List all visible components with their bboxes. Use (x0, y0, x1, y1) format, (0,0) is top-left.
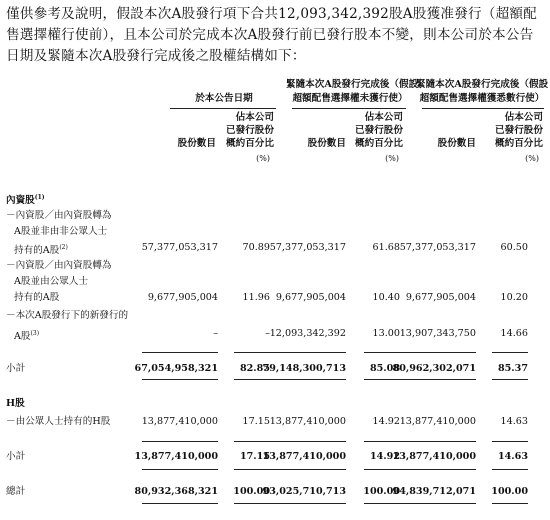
col-group-2-title-line1: 緊隨本次A股發行完成後（假設 (286, 79, 419, 90)
pct-header-1-line3: 概約百分比 (226, 138, 274, 149)
subtotal1-bottom-rule-pct-full-option (492, 379, 528, 380)
pct-header-1-line2: 已發行股份 (226, 125, 274, 136)
subtotal1-rule-shares-no-option (270, 352, 346, 353)
pct-unit-1: (%) (256, 154, 270, 163)
h-row-pct-no-option: 14.92 (372, 416, 400, 427)
row2-shares-current: 9,677,905,004 (147, 292, 218, 303)
row1-pct-no-option: 61.68 (372, 242, 400, 253)
subtotal2-bottom-rule-pct-no-option (364, 469, 400, 470)
row2-pct-no-option: 10.40 (372, 292, 400, 303)
h-row-shares-current: 13,877,410,000 (141, 416, 218, 427)
row3-pct-current: – (265, 328, 270, 339)
subtotal1-bottom-rule-pct-no-option (364, 379, 400, 380)
subtotal1-rule-pct-current (234, 352, 270, 353)
pct-header-3-line3: 概約百分比 (495, 138, 543, 149)
h-row-pct-current: 17.15 (242, 416, 270, 427)
subtotal1-rule-pct-no-option (364, 352, 400, 353)
subtotal1-shares-full-option: 80,962,302,071 (392, 363, 476, 374)
row3-shares-full-option: 13,907,343,750 (399, 328, 476, 339)
subtotal1-pct-full-option: 85.37 (497, 363, 528, 374)
h-row-pct-full-option: 14.63 (500, 416, 528, 427)
subtotal2-bottom-rule-pct-current (234, 469, 270, 470)
row3-pct-full-option: 14.66 (500, 328, 528, 339)
pct-header-1-line1: 佔本公司 (235, 112, 274, 123)
subtotal1-shares-no-option: 79,148,300,713 (262, 363, 346, 374)
subtotal2-pct-no-option: 14.92 (369, 451, 400, 462)
total-rule-pct-no-option (364, 503, 400, 504)
row3-label-line2: A股$^{(3)}$ (14, 330, 40, 343)
pct-header-3-line1: 佔本公司 (504, 112, 543, 123)
section-h-shares: H股 (6, 398, 25, 409)
total-pct-current: 100.00 (233, 486, 270, 497)
subtotal2-rule-pct-no-option (364, 441, 400, 442)
total-rule-pct-full-option (492, 503, 528, 504)
subtotal2-rule-shares-no-option (270, 441, 346, 442)
col-group-3-title-line2: 超額配售選擇權獲悉數行使） (419, 93, 545, 104)
subtotal2-rule-shares-current (142, 441, 218, 442)
row3-shares-current: – (213, 328, 218, 339)
row2-shares-no-option: 9,677,905,004 (275, 292, 346, 303)
col-group-3-title-line1: 緊隨本次A股發行完成後（假設 (416, 79, 549, 90)
total-rule-shares-no-option (270, 503, 346, 504)
subtotal2-shares-full-option: 13,877,410,000 (392, 451, 476, 462)
row3-pct-no-option: 13.00 (372, 328, 400, 339)
total-pct-full-option: 100.00 (491, 486, 528, 497)
row1-shares-current: 57,377,053,317 (141, 242, 218, 253)
subtotal2-bottom-rule-shares-no-option (270, 469, 346, 470)
row3-label-line1: －本次A股發行下的新發行的 (6, 310, 129, 321)
subtotal2-bottom-rule-shares-full-option (400, 469, 476, 470)
total-rule-shares-current (142, 503, 218, 504)
subtotal1-bottom-rule-shares-no-option (270, 379, 346, 380)
row1-label-line2: A股並非由非公眾人士 (14, 226, 108, 237)
subtotal1-pct-current: 82.85 (239, 363, 270, 374)
row1-label-line1: －內資股／由內資股轉為 (6, 210, 112, 221)
total-label: 總計 (6, 486, 26, 497)
subtotal2-rule-shares-full-option (400, 441, 476, 442)
row2-pct-full-option: 10.20 (500, 292, 528, 303)
pct-header-3-line2: 已發行股份 (495, 125, 543, 136)
row1-label-line3: 持有的A股$^{(2)}$ (14, 244, 68, 257)
row1-shares-no-option: 57,377,053,317 (269, 242, 346, 253)
h-row-shares-full-option: 13,877,410,000 (399, 416, 476, 427)
col-group-1-title: 於本公告日期 (195, 93, 253, 104)
total-rule-pct-current (234, 503, 270, 504)
row2-pct-current: 11.96 (242, 292, 270, 303)
shares-header-3: 股份數目 (437, 138, 476, 149)
h-row-shares-no-option: 13,877,410,000 (269, 416, 346, 427)
subtotal2-shares-no-option: 13,877,410,000 (262, 451, 346, 462)
subtotal2-shares-current: 13,877,410,000 (134, 451, 218, 462)
subtotal2-pct-full-option: 14.63 (497, 451, 528, 462)
row1-pct-current: 70.89 (242, 242, 270, 253)
col-group-2-rule (292, 108, 406, 109)
total-shares-full-option: 94,839,712,071 (392, 486, 476, 497)
col-group-1-rule (170, 108, 276, 109)
subtotal1-rule-shares-current (142, 352, 218, 353)
shares-header-2: 股份數目 (307, 138, 346, 149)
intro-paragraph: 僅供參考及說明，假設本次A股發行項下合共12,093,342,392股A股獲准發行（超額配售選擇權行使前），且本公司於完成本次A股發行前已發行股本不變，則本公司於本公告日期及緊隨本次A股發行完成後之股權結構如下： (6, 6, 537, 64)
h-row-label: －由公眾人士持有的H股 (6, 416, 111, 427)
total-pct-no-option: 100.00 (363, 486, 400, 497)
row2-label-line2: A股並由公眾人士 (14, 276, 89, 287)
total-rule-shares-full-option (400, 503, 476, 504)
subtotal1-rule-shares-full-option (400, 352, 476, 353)
total-shares-no-option: 93,025,710,713 (262, 486, 346, 497)
pct-unit-2: (%) (385, 154, 399, 163)
pct-header-2-line1: 佔本公司 (364, 112, 403, 123)
row2-label-line3: 持有的A股 (14, 292, 60, 303)
subtotal2-rule-pct-current (234, 441, 270, 442)
subtotal1-rule-pct-full-option (492, 352, 528, 353)
subtotal1-bottom-rule-pct-current (234, 379, 270, 380)
pct-header-2-line2: 已發行股份 (355, 125, 403, 136)
col-group-3-rule (422, 108, 544, 109)
subtotal2-pct-current: 17.15 (239, 451, 270, 462)
row2-label-line1: －內資股／由內資股轉為 (6, 260, 112, 271)
subtotal2-bottom-rule-shares-current (142, 469, 218, 470)
row2-shares-full-option: 9,677,905,004 (405, 292, 476, 303)
subtotal1-bottom-rule-shares-current (142, 379, 218, 380)
pct-unit-3: (%) (525, 154, 539, 163)
subtotal1-pct-no-option: 85.08 (369, 363, 400, 374)
pct-header-2-line3: 概約百分比 (355, 138, 403, 149)
shares-header-1: 股份數目 (177, 138, 216, 149)
subtotal2-bottom-rule-pct-full-option (492, 469, 528, 470)
row3-shares-no-option: 12,093,342,392 (269, 328, 346, 339)
row1-shares-full-option: 57,377,053,317 (399, 242, 476, 253)
subtotal1-label: 小計 (6, 363, 26, 374)
row1-pct-full-option: 60.50 (500, 242, 528, 253)
subtotal1-shares-current: 67,054,958,321 (134, 363, 218, 374)
subtotal2-label: 小計 (6, 451, 26, 462)
subtotal1-bottom-rule-shares-full-option (400, 379, 476, 380)
subtotal2-rule-pct-full-option (492, 441, 528, 442)
total-shares-current: 80,932,368,321 (134, 486, 218, 497)
section-domestic-shares: 內資股$^{(1)}$ (6, 194, 45, 207)
col-group-2-title-line2: 超額配售選擇權未獲行使） (292, 93, 408, 104)
